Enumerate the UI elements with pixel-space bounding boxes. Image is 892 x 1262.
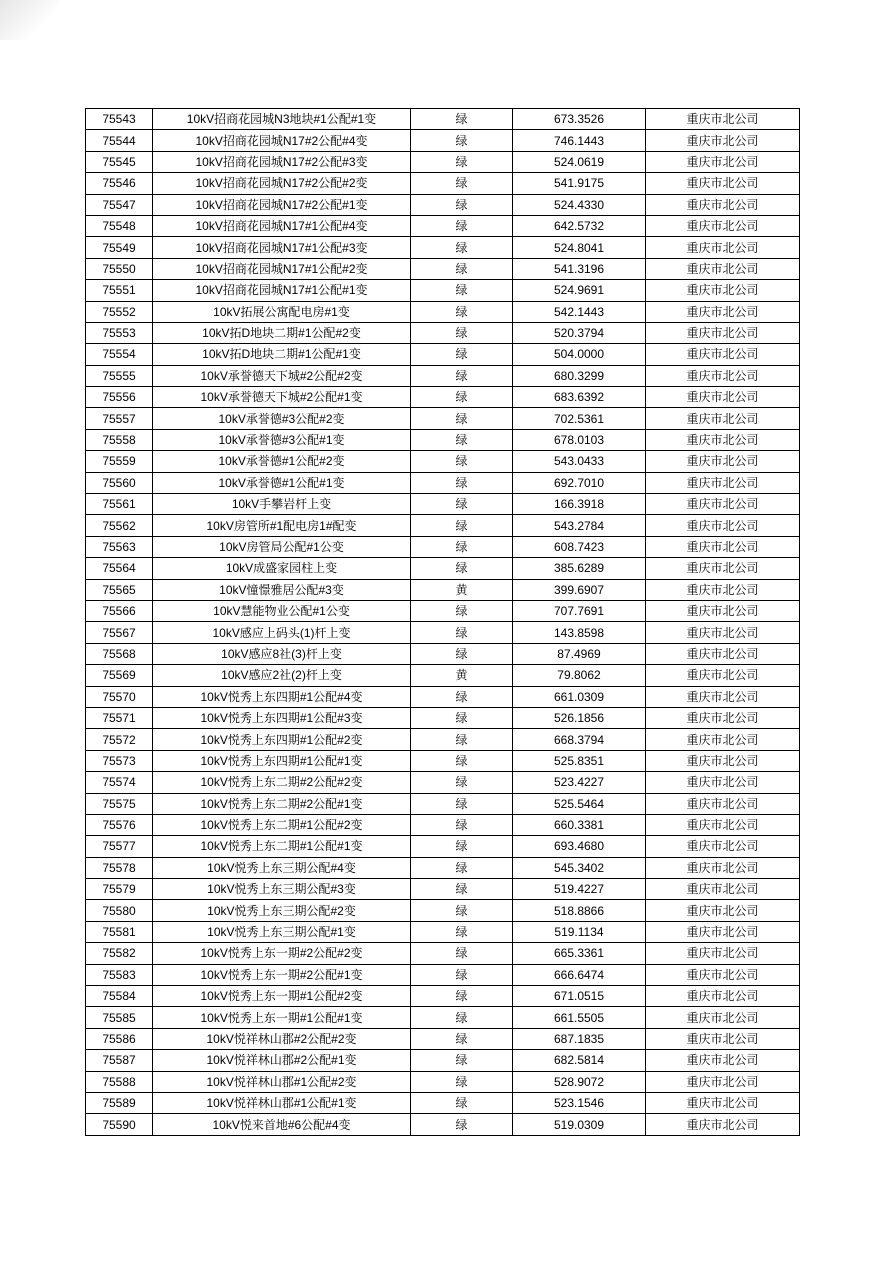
status-cell: 绿 <box>411 365 513 386</box>
status-cell: 绿 <box>411 515 513 536</box>
status-cell: 绿 <box>411 151 513 172</box>
row-id-cell: 75590 <box>86 1114 153 1135</box>
value-cell: 528.9072 <box>513 1071 646 1092</box>
table-row <box>86 921 800 942</box>
table-row <box>86 173 800 194</box>
status-cell: 绿 <box>411 194 513 215</box>
company-cell: 重庆市北公司 <box>646 964 800 985</box>
status-cell: 绿 <box>411 322 513 343</box>
device-name-cell: 10kV招商花园城N17#1公配#1变 <box>153 280 411 301</box>
table-row <box>86 793 800 814</box>
row-id-cell: 75573 <box>86 750 153 771</box>
value-cell: 671.0515 <box>513 986 646 1007</box>
row-id-cell: 75555 <box>86 365 153 386</box>
row-id-cell: 75547 <box>86 194 153 215</box>
company-cell: 重庆市北公司 <box>646 194 800 215</box>
status-cell: 绿 <box>411 857 513 878</box>
value-cell: 525.8351 <box>513 750 646 771</box>
company-cell: 重庆市北公司 <box>646 729 800 750</box>
row-id-cell: 75574 <box>86 772 153 793</box>
status-cell: 绿 <box>411 408 513 429</box>
company-cell: 重庆市北公司 <box>646 1092 800 1113</box>
device-name-cell: 10kV悦秀上东三期公配#1变 <box>153 921 411 942</box>
row-id-cell: 75564 <box>86 558 153 579</box>
status-cell: 绿 <box>411 1007 513 1028</box>
company-cell: 重庆市北公司 <box>646 237 800 258</box>
value-cell: 680.3299 <box>513 365 646 386</box>
table-row <box>86 429 800 450</box>
value-cell: 693.4680 <box>513 836 646 857</box>
company-cell: 重庆市北公司 <box>646 215 800 236</box>
device-name-cell: 10kV招商花园城N3地块#1公配#1变 <box>153 109 411 130</box>
value-cell: 524.0619 <box>513 151 646 172</box>
company-cell: 重庆市北公司 <box>646 921 800 942</box>
company-cell: 重庆市北公司 <box>646 836 800 857</box>
row-id-cell: 75567 <box>86 622 153 643</box>
row-id-cell: 75583 <box>86 964 153 985</box>
row-id-cell: 75551 <box>86 280 153 301</box>
company-cell: 重庆市北公司 <box>646 472 800 493</box>
value-cell: 519.4227 <box>513 879 646 900</box>
device-name-cell: 10kV招商花园城N17#2公配#1变 <box>153 194 411 215</box>
value-cell: 666.6474 <box>513 964 646 985</box>
company-cell: 重庆市北公司 <box>646 707 800 728</box>
value-cell: 519.1134 <box>513 921 646 942</box>
company-cell: 重庆市北公司 <box>646 387 800 408</box>
table-row <box>86 707 800 728</box>
company-cell: 重庆市北公司 <box>646 600 800 621</box>
device-name-cell: 10kV承誉德#1公配#1变 <box>153 472 411 493</box>
status-cell: 绿 <box>411 900 513 921</box>
value-cell: 543.2784 <box>513 515 646 536</box>
table-row <box>86 622 800 643</box>
device-name-cell: 10kV招商花园城N17#2公配#4变 <box>153 130 411 151</box>
status-cell: 绿 <box>411 494 513 515</box>
device-name-cell: 10kV感应8社(3)杆上变 <box>153 643 411 664</box>
table-row <box>86 964 800 985</box>
device-name-cell: 10kV手攀岩杆上变 <box>153 494 411 515</box>
value-cell: 526.1856 <box>513 707 646 728</box>
table-row <box>86 472 800 493</box>
company-cell: 重庆市北公司 <box>646 429 800 450</box>
row-id-cell: 75578 <box>86 857 153 878</box>
table-row <box>86 814 800 835</box>
value-cell: 746.1443 <box>513 130 646 151</box>
value-cell: 682.5814 <box>513 1050 646 1071</box>
device-name-cell: 10kV承誉德#3公配#1变 <box>153 429 411 450</box>
value-cell: 661.5505 <box>513 1007 646 1028</box>
status-cell: 绿 <box>411 472 513 493</box>
row-id-cell: 75587 <box>86 1050 153 1071</box>
device-name-cell: 10kV悦秀上东二期#1公配#1变 <box>153 836 411 857</box>
status-cell: 绿 <box>411 451 513 472</box>
row-id-cell: 75544 <box>86 130 153 151</box>
status-cell: 绿 <box>411 1092 513 1113</box>
status-cell: 绿 <box>411 130 513 151</box>
device-name-cell: 10kV感应2社(2)杆上变 <box>153 665 411 686</box>
table-row <box>86 280 800 301</box>
table-row <box>86 558 800 579</box>
table-row <box>86 151 800 172</box>
value-cell: 692.7010 <box>513 472 646 493</box>
table-row <box>86 536 800 557</box>
company-cell: 重庆市北公司 <box>646 622 800 643</box>
table-row <box>86 1050 800 1071</box>
value-cell: 642.5732 <box>513 215 646 236</box>
value-cell: 399.6907 <box>513 579 646 600</box>
table-row <box>86 1092 800 1113</box>
table-row <box>86 194 800 215</box>
device-name-cell: 10kV悦秀上东四期#1公配#4变 <box>153 686 411 707</box>
device-name-cell: 10kV悦秀上东四期#1公配#1变 <box>153 750 411 771</box>
table-row <box>86 301 800 322</box>
device-name-cell: 10kV招商花园城N17#1公配#4变 <box>153 215 411 236</box>
value-cell: 683.6392 <box>513 387 646 408</box>
table-row <box>86 750 800 771</box>
status-cell: 绿 <box>411 643 513 664</box>
value-cell: 520.3794 <box>513 322 646 343</box>
status-cell: 绿 <box>411 237 513 258</box>
company-cell: 重庆市北公司 <box>646 151 800 172</box>
row-id-cell: 75545 <box>86 151 153 172</box>
value-cell: 665.3361 <box>513 943 646 964</box>
value-cell: 524.8041 <box>513 237 646 258</box>
row-id-cell: 75556 <box>86 387 153 408</box>
company-cell: 重庆市北公司 <box>646 793 800 814</box>
company-cell: 重庆市北公司 <box>646 857 800 878</box>
table-row <box>86 772 800 793</box>
company-cell: 重庆市北公司 <box>646 322 800 343</box>
value-cell: 673.3526 <box>513 109 646 130</box>
value-cell: 524.9691 <box>513 280 646 301</box>
device-name-cell: 10kV承誉德#1公配#2变 <box>153 451 411 472</box>
value-cell: 518.8866 <box>513 900 646 921</box>
device-name-cell: 10kV感应上码头(1)杆上变 <box>153 622 411 643</box>
value-cell: 524.4330 <box>513 194 646 215</box>
row-id-cell: 75579 <box>86 879 153 900</box>
row-id-cell: 75554 <box>86 344 153 365</box>
company-cell: 重庆市北公司 <box>646 943 800 964</box>
row-id-cell: 75571 <box>86 707 153 728</box>
value-cell: 87.4969 <box>513 643 646 664</box>
device-name-cell: 10kV招商花园城N17#2公配#2变 <box>153 173 411 194</box>
device-name-cell: 10kV悦秀上东一期#2公配#1变 <box>153 964 411 985</box>
device-name-cell: 10kV拓展公寓配电房#1变 <box>153 301 411 322</box>
value-cell: 519.0309 <box>513 1114 646 1135</box>
device-name-cell: 10kV悦祥林山郡#1公配#1变 <box>153 1092 411 1113</box>
status-cell: 绿 <box>411 879 513 900</box>
device-name-cell: 10kV招商花园城N17#2公配#3变 <box>153 151 411 172</box>
row-id-cell: 75546 <box>86 173 153 194</box>
device-name-cell: 10kV悦祥林山郡#2公配#2变 <box>153 1028 411 1049</box>
table-row <box>86 643 800 664</box>
company-cell: 重庆市北公司 <box>646 643 800 664</box>
value-cell: 385.6289 <box>513 558 646 579</box>
status-cell: 绿 <box>411 707 513 728</box>
table-row <box>86 365 800 386</box>
value-cell: 542.1443 <box>513 301 646 322</box>
table-row <box>86 1114 800 1135</box>
table-row <box>86 879 800 900</box>
value-cell: 525.5464 <box>513 793 646 814</box>
value-cell: 166.3918 <box>513 494 646 515</box>
table-row <box>86 515 800 536</box>
status-cell: 绿 <box>411 986 513 1007</box>
value-cell: 143.8598 <box>513 622 646 643</box>
status-cell: 绿 <box>411 280 513 301</box>
device-name-cell: 10kV拓D地块二期#1公配#2变 <box>153 322 411 343</box>
table-row <box>86 729 800 750</box>
device-name-cell: 10kV悦祥林山郡#2公配#1变 <box>153 1050 411 1071</box>
table-row <box>86 665 800 686</box>
company-cell: 重庆市北公司 <box>646 986 800 1007</box>
table-body <box>86 109 800 1136</box>
row-id-cell: 75543 <box>86 109 153 130</box>
row-id-cell: 75561 <box>86 494 153 515</box>
row-id-cell: 75576 <box>86 814 153 835</box>
value-cell: 702.5361 <box>513 408 646 429</box>
value-cell: 523.4227 <box>513 772 646 793</box>
table-row <box>86 130 800 151</box>
row-id-cell: 75560 <box>86 472 153 493</box>
device-name-cell: 10kV悦秀上东一期#2公配#2变 <box>153 943 411 964</box>
status-cell: 绿 <box>411 173 513 194</box>
device-name-cell: 10kV招商花园城N17#1公配#3变 <box>153 237 411 258</box>
company-cell: 重庆市北公司 <box>646 365 800 386</box>
row-id-cell: 75582 <box>86 943 153 964</box>
row-id-cell: 75575 <box>86 793 153 814</box>
company-cell: 重庆市北公司 <box>646 814 800 835</box>
status-cell: 绿 <box>411 622 513 643</box>
row-id-cell: 75581 <box>86 921 153 942</box>
company-cell: 重庆市北公司 <box>646 1071 800 1092</box>
value-cell: 79.8062 <box>513 665 646 686</box>
status-cell: 绿 <box>411 429 513 450</box>
company-cell: 重庆市北公司 <box>646 879 800 900</box>
value-cell: 608.7423 <box>513 536 646 557</box>
device-name-cell: 10kV悦来首地#6公配#4变 <box>153 1114 411 1135</box>
device-name-cell: 10kV悦祥林山郡#1公配#2变 <box>153 1071 411 1092</box>
company-cell: 重庆市北公司 <box>646 408 800 429</box>
company-cell: 重庆市北公司 <box>646 772 800 793</box>
company-cell: 重庆市北公司 <box>646 173 800 194</box>
status-cell: 绿 <box>411 558 513 579</box>
device-name-cell: 10kV悦秀上东四期#1公配#3变 <box>153 707 411 728</box>
device-name-cell: 10kV悦秀上东三期公配#4变 <box>153 857 411 878</box>
company-cell: 重庆市北公司 <box>646 558 800 579</box>
value-cell: 545.3402 <box>513 857 646 878</box>
table-row <box>86 600 800 621</box>
status-cell: 绿 <box>411 600 513 621</box>
company-cell: 重庆市北公司 <box>646 344 800 365</box>
device-name-cell: 10kV悦秀上东二期#2公配#1变 <box>153 793 411 814</box>
status-cell: 绿 <box>411 536 513 557</box>
row-id-cell: 75570 <box>86 686 153 707</box>
row-id-cell: 75548 <box>86 215 153 236</box>
table-row <box>86 494 800 515</box>
data-table <box>85 108 800 1136</box>
company-cell: 重庆市北公司 <box>646 1114 800 1135</box>
status-cell: 绿 <box>411 215 513 236</box>
table-row <box>86 943 800 964</box>
value-cell: 541.3196 <box>513 258 646 279</box>
table-row <box>86 451 800 472</box>
status-cell: 绿 <box>411 1071 513 1092</box>
company-cell: 重庆市北公司 <box>646 1007 800 1028</box>
device-name-cell: 10kV慧能物业公配#1公变 <box>153 600 411 621</box>
row-id-cell: 75557 <box>86 408 153 429</box>
row-id-cell: 75562 <box>86 515 153 536</box>
device-name-cell: 10kV憧憬雅居公配#3变 <box>153 579 411 600</box>
row-id-cell: 75568 <box>86 643 153 664</box>
status-cell: 绿 <box>411 793 513 814</box>
company-cell: 重庆市北公司 <box>646 900 800 921</box>
company-cell: 重庆市北公司 <box>646 1050 800 1071</box>
table-row <box>86 109 800 130</box>
table-row <box>86 1028 800 1049</box>
table-row <box>86 344 800 365</box>
row-id-cell: 75550 <box>86 258 153 279</box>
table-row <box>86 322 800 343</box>
value-cell: 678.0103 <box>513 429 646 450</box>
status-cell: 绿 <box>411 109 513 130</box>
row-id-cell: 75586 <box>86 1028 153 1049</box>
company-cell: 重庆市北公司 <box>646 451 800 472</box>
row-id-cell: 75588 <box>86 1071 153 1092</box>
value-cell: 504.0000 <box>513 344 646 365</box>
value-cell: 687.1835 <box>513 1028 646 1049</box>
value-cell: 543.0433 <box>513 451 646 472</box>
company-cell: 重庆市北公司 <box>646 750 800 771</box>
row-id-cell: 75559 <box>86 451 153 472</box>
status-cell: 黄 <box>411 579 513 600</box>
row-id-cell: 75572 <box>86 729 153 750</box>
company-cell: 重庆市北公司 <box>646 536 800 557</box>
row-id-cell: 75553 <box>86 322 153 343</box>
device-name-cell: 10kV成盛家园柱上变 <box>153 558 411 579</box>
status-cell: 绿 <box>411 921 513 942</box>
company-cell: 重庆市北公司 <box>646 301 800 322</box>
company-cell: 重庆市北公司 <box>646 665 800 686</box>
row-id-cell: 75558 <box>86 429 153 450</box>
company-cell: 重庆市北公司 <box>646 686 800 707</box>
table-row <box>86 686 800 707</box>
company-cell: 重庆市北公司 <box>646 1028 800 1049</box>
table-row <box>86 900 800 921</box>
status-cell: 绿 <box>411 836 513 857</box>
device-name-cell: 10kV悦秀上东二期#2公配#2变 <box>153 772 411 793</box>
row-id-cell: 75589 <box>86 1092 153 1113</box>
company-cell: 重庆市北公司 <box>646 494 800 515</box>
status-cell: 绿 <box>411 814 513 835</box>
device-name-cell: 10kV悦秀上东三期公配#2变 <box>153 900 411 921</box>
status-cell: 黄 <box>411 665 513 686</box>
status-cell: 绿 <box>411 1028 513 1049</box>
company-cell: 重庆市北公司 <box>646 130 800 151</box>
status-cell: 绿 <box>411 387 513 408</box>
table-row <box>86 1007 800 1028</box>
table-row <box>86 258 800 279</box>
value-cell: 661.0309 <box>513 686 646 707</box>
device-name-cell: 10kV房管局公配#1公变 <box>153 536 411 557</box>
status-cell: 绿 <box>411 943 513 964</box>
device-name-cell: 10kV悦秀上东一期#1公配#1变 <box>153 1007 411 1028</box>
status-cell: 绿 <box>411 729 513 750</box>
status-cell: 绿 <box>411 1050 513 1071</box>
status-cell: 绿 <box>411 772 513 793</box>
value-cell: 707.7691 <box>513 600 646 621</box>
table-row <box>86 579 800 600</box>
row-id-cell: 75565 <box>86 579 153 600</box>
device-name-cell: 10kV承誉德#3公配#2变 <box>153 408 411 429</box>
device-name-cell: 10kV招商花园城N17#1公配#2变 <box>153 258 411 279</box>
value-cell: 668.3794 <box>513 729 646 750</box>
scan-corner-shade <box>0 0 60 40</box>
row-id-cell: 75563 <box>86 536 153 557</box>
status-cell: 绿 <box>411 301 513 322</box>
table-row <box>86 387 800 408</box>
row-id-cell: 75566 <box>86 600 153 621</box>
value-cell: 541.9175 <box>513 173 646 194</box>
status-cell: 绿 <box>411 686 513 707</box>
company-cell: 重庆市北公司 <box>646 515 800 536</box>
table-row <box>86 857 800 878</box>
table-row <box>86 408 800 429</box>
table-row <box>86 836 800 857</box>
row-id-cell: 75552 <box>86 301 153 322</box>
device-name-cell: 10kV悦秀上东四期#1公配#2变 <box>153 729 411 750</box>
row-id-cell: 75569 <box>86 665 153 686</box>
status-cell: 绿 <box>411 750 513 771</box>
row-id-cell: 75549 <box>86 237 153 258</box>
table-row <box>86 1071 800 1092</box>
company-cell: 重庆市北公司 <box>646 280 800 301</box>
device-name-cell: 10kV拓D地块二期#1公配#1变 <box>153 344 411 365</box>
device-name-cell: 10kV悦秀上东一期#1公配#2变 <box>153 986 411 1007</box>
company-cell: 重庆市北公司 <box>646 258 800 279</box>
row-id-cell: 75580 <box>86 900 153 921</box>
device-name-cell: 10kV悦秀上东三期公配#3变 <box>153 879 411 900</box>
value-cell: 660.3381 <box>513 814 646 835</box>
table-row <box>86 237 800 258</box>
table-row <box>86 986 800 1007</box>
row-id-cell: 75577 <box>86 836 153 857</box>
device-name-cell: 10kV悦秀上东二期#1公配#2变 <box>153 814 411 835</box>
company-cell: 重庆市北公司 <box>646 579 800 600</box>
status-cell: 绿 <box>411 344 513 365</box>
table-row <box>86 215 800 236</box>
row-id-cell: 75584 <box>86 986 153 1007</box>
device-name-cell: 10kV房管所#1配电房1#配变 <box>153 515 411 536</box>
status-cell: 绿 <box>411 1114 513 1135</box>
status-cell: 绿 <box>411 258 513 279</box>
status-cell: 绿 <box>411 964 513 985</box>
device-name-cell: 10kV承誉德天下城#2公配#2变 <box>153 365 411 386</box>
company-cell: 重庆市北公司 <box>646 109 800 130</box>
value-cell: 523.1546 <box>513 1092 646 1113</box>
device-name-cell: 10kV承誉德天下城#2公配#1变 <box>153 387 411 408</box>
row-id-cell: 75585 <box>86 1007 153 1028</box>
